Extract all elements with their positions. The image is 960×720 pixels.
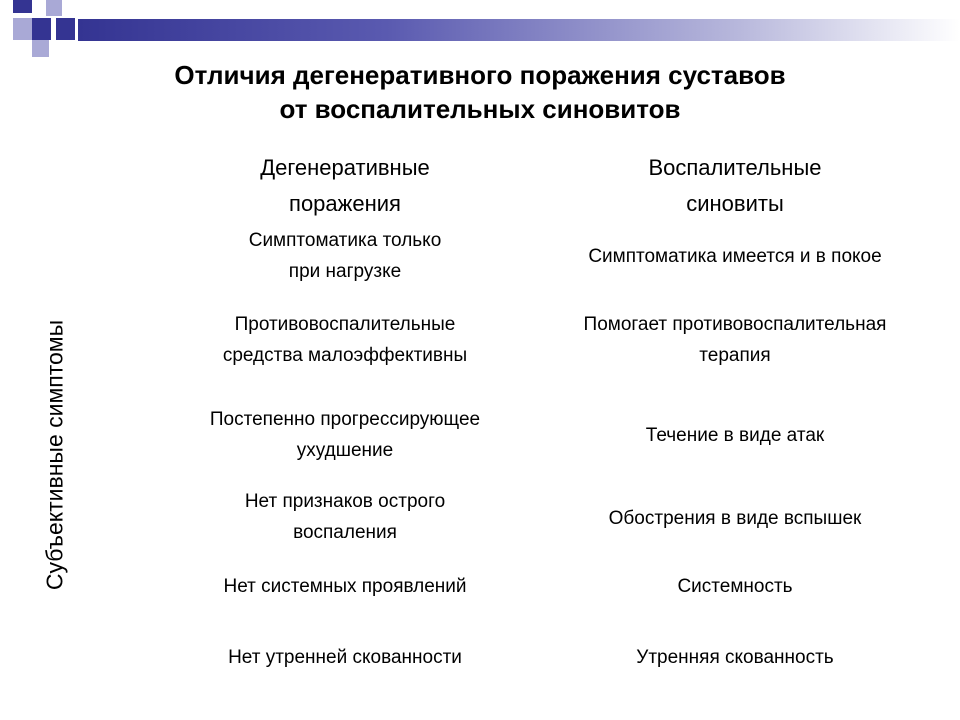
deco-square xyxy=(32,18,51,40)
table-cell-right xyxy=(530,503,940,534)
header-line: Дегенеративные xyxy=(260,155,430,180)
column-header-degenerative xyxy=(150,150,540,222)
cell-line: Нет системных проявлений xyxy=(223,576,467,597)
cell-line: Течение в виде атак xyxy=(645,425,825,446)
table-cell-left xyxy=(150,309,540,371)
cell-line: Нет признаков острого xyxy=(244,491,446,512)
table-cell-right xyxy=(530,642,940,673)
header-line: поражения xyxy=(289,191,401,216)
header-decoration xyxy=(0,0,960,60)
table-cell-right xyxy=(530,571,940,602)
cell-line: Обострения в виде вспышек xyxy=(608,508,862,529)
cell-line: при нагрузке xyxy=(288,261,402,282)
table-cell-left xyxy=(150,404,540,466)
cell-line: терапия xyxy=(699,345,771,366)
table-cell-right xyxy=(530,241,940,272)
title-line: от воспалительных синовитов xyxy=(279,94,681,124)
table-cell-left xyxy=(150,486,540,548)
cell-line: Симптоматика имеется и в покое xyxy=(588,246,882,267)
deco-square xyxy=(13,0,32,13)
side-label: Субъективные симптомы xyxy=(41,319,68,591)
cell-line: воспаления xyxy=(293,522,397,543)
deco-square xyxy=(56,18,75,40)
cell-line: Утренняя скованность xyxy=(636,647,834,668)
cell-line: Нет утренней скованности xyxy=(228,647,462,668)
deco-square xyxy=(32,40,49,57)
cell-line: ухудшение xyxy=(296,440,394,461)
cell-line: Противовоспалительные xyxy=(234,314,456,335)
cell-line: Системность xyxy=(677,576,793,597)
page-title xyxy=(40,58,920,126)
cell-line: Постепенно прогрессирующее xyxy=(209,409,481,430)
header-line: Воспалительные xyxy=(648,155,822,180)
header-gradient-bar xyxy=(78,19,960,41)
cell-line: Симптоматика только xyxy=(248,230,442,251)
cell-line: средства малоэффективны xyxy=(222,345,468,366)
table-cell-right xyxy=(530,309,940,371)
deco-square xyxy=(13,18,32,40)
table-cell-left xyxy=(150,225,540,287)
deco-square xyxy=(46,0,62,16)
title-line: Отличия дегенеративного поражения суставов xyxy=(174,60,786,90)
header-line: синовиты xyxy=(686,191,784,216)
column-header-inflammatory xyxy=(530,150,940,222)
table-cell-right xyxy=(530,420,940,451)
table-cell-left xyxy=(150,571,540,602)
cell-line: Помогает противовоспалительная xyxy=(583,314,887,335)
table-cell-left xyxy=(150,642,540,673)
